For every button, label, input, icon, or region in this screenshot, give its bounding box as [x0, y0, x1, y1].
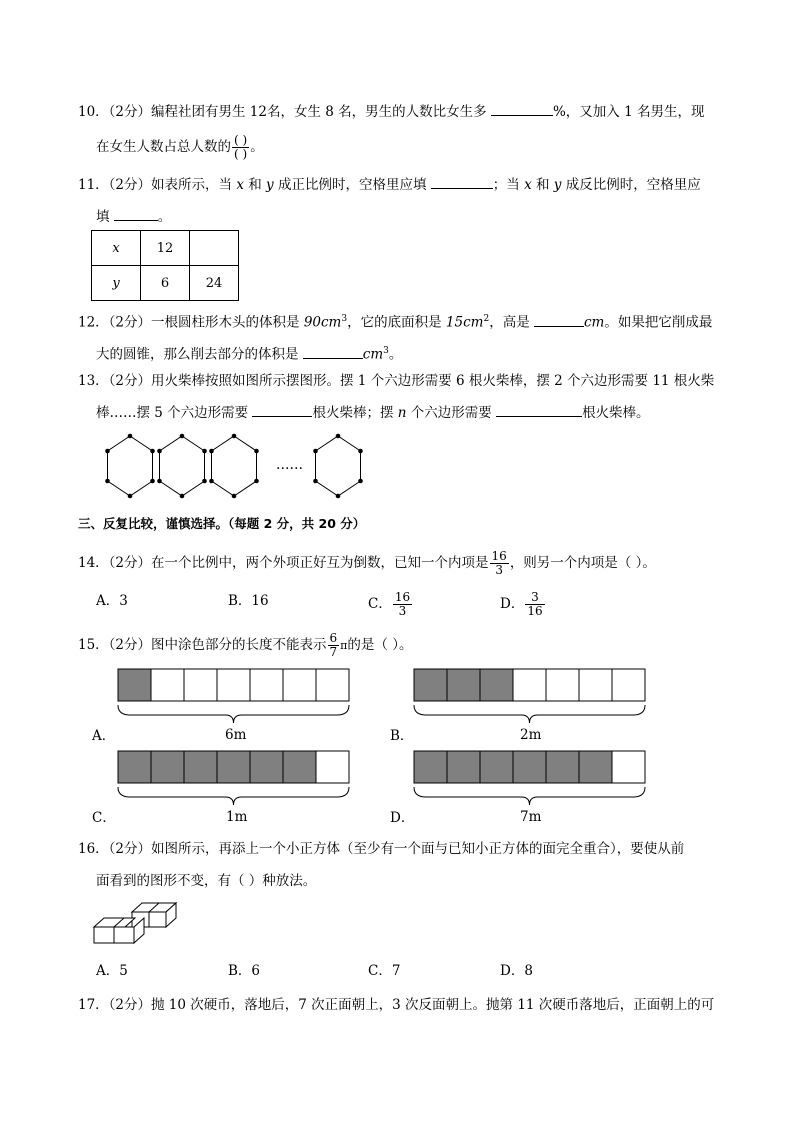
q16-option-b[interactable]: B．6 — [228, 963, 261, 979]
bar-cell — [283, 751, 316, 783]
q15-length-a: 6m — [225, 727, 247, 743]
cube-stack-figure — [90, 898, 190, 948]
table-cell: x — [92, 231, 141, 266]
q10-line1: 10．（2分）编程社团有男生 12名，女生 8 名，男生的人数比女生多 %，又加入 1 名男生，现 — [78, 101, 704, 122]
bar-cell — [513, 751, 546, 783]
bar-cell — [151, 669, 184, 701]
table-cell: 24 — [190, 266, 239, 301]
bar-cell — [250, 751, 283, 783]
bar-cell — [612, 751, 645, 783]
bar-cell — [579, 751, 612, 783]
bar-cell — [316, 669, 349, 701]
q15-option-b[interactable]: B． — [390, 728, 414, 744]
q15-option-d[interactable]: D． — [390, 810, 415, 826]
q15-length-d: 7m — [520, 809, 542, 825]
q13-line2: 棒……摆 5 个六边形需要 根火柴棒；摆 n 个六边形需要 根火柴棒。 — [96, 402, 650, 423]
q15-option-a[interactable]: A． — [92, 728, 116, 744]
bar-cell — [447, 669, 480, 701]
q16-option-d[interactable]: D．8 — [500, 963, 533, 979]
bar-cell — [546, 751, 579, 783]
length-brace — [118, 705, 349, 723]
q16-option-c[interactable]: C．7 — [368, 963, 401, 979]
q15-option-c[interactable]: C． — [92, 810, 116, 826]
bar-cell — [546, 669, 579, 701]
bar-cell — [414, 751, 447, 783]
bar-cell — [151, 751, 184, 783]
table-cell: 12 — [141, 231, 190, 266]
bar-cell — [480, 669, 513, 701]
q12-line2: 大的圆锥，那么削去部分的体积是 $cm^3$。 — [96, 341, 402, 365]
q10-line2: 在女生人数占总人数的 $\frac{( )}{( )}$ 。 — [96, 133, 264, 161]
bar-cell — [217, 751, 250, 783]
q11-line2: 填 。 — [96, 206, 171, 227]
q15-stem: 15．（2分）图中涂色部分的长度不能表示 $\frac{6}{7}$ π的是（ ）。 — [78, 631, 413, 659]
q15-length-b: 2m — [520, 727, 542, 743]
table-cell: y — [92, 266, 141, 301]
q12-line1: 12．（2分）一根圆柱形木头的体积是 $90cm^3$，它的底面积是 $15cm^2$，高是 cm。如果把它削成最 — [78, 309, 712, 333]
q15-length-c: 1m — [226, 809, 248, 825]
q14-stem: 14．（2分）在一个比例中，两个外项正好互为倒数，已知一个内项是 $\frac{16}{3}$ ，则另一个内项是（ ）。 — [78, 549, 656, 577]
q14-option-d[interactable]: D． $\frac{3}{16}$ — [500, 590, 543, 618]
bar-cell — [217, 669, 250, 701]
bar-cell — [414, 669, 447, 701]
q13-line1: 13．（2分）用火柴棒按照如图所示摆图形。摆 1 个六边形需要 6 根火柴棒，摆 2 个六边形需要 11 根火柴 — [78, 373, 715, 389]
q14-option-c[interactable]: C． $\frac{16}{3}$ — [368, 590, 411, 618]
bar-cell — [250, 669, 283, 701]
bar-cell — [447, 751, 480, 783]
length-brace — [414, 787, 645, 805]
bar-cell — [513, 669, 546, 701]
bar-cell — [118, 669, 151, 701]
length-brace — [414, 705, 645, 723]
bar-cell — [184, 751, 217, 783]
bar-cell — [480, 751, 513, 783]
section-heading: 三、反复比较，谨慎选择。（每题 2 分，共 20 分） — [78, 516, 366, 531]
length-brace — [118, 787, 349, 805]
ellipsis: …… — [276, 457, 303, 473]
q16-line2: 面看到的图形不变，有（ ）种放法。 — [96, 873, 317, 889]
bar-cell — [579, 669, 612, 701]
q16-option-a[interactable]: A．5 — [96, 963, 128, 979]
q11-line1: 11．（2分）如表所示，当 x 和 y 成正比例时，空格里应填 ；当 x 和 y 成反比例时，空格里应 — [78, 174, 701, 195]
bar-cell — [283, 669, 316, 701]
bar-cell — [612, 669, 645, 701]
bar-cell — [118, 751, 151, 783]
bar-cell — [184, 669, 217, 701]
q16-line1: 16．（2分）如图所示，再添上一个小正方体（至少有一个面与已知小正方体的面完全重合），要使从前 — [78, 841, 685, 857]
table-cell: 6 — [141, 266, 190, 301]
q14-option-a[interactable]: A．3 — [96, 593, 128, 609]
q17-line1: 17．（2分）抛 10 次硬币，落地后，7 次正面朝上，3 次反面朝上。抛第 11 次硬币落地后，正面朝上的可 — [78, 997, 715, 1013]
bar-cell — [316, 751, 349, 783]
fraction-blank[interactable]: $\frac{( )}{( )}$ — [234, 133, 248, 161]
q14-option-b[interactable]: B．16 — [228, 593, 269, 609]
